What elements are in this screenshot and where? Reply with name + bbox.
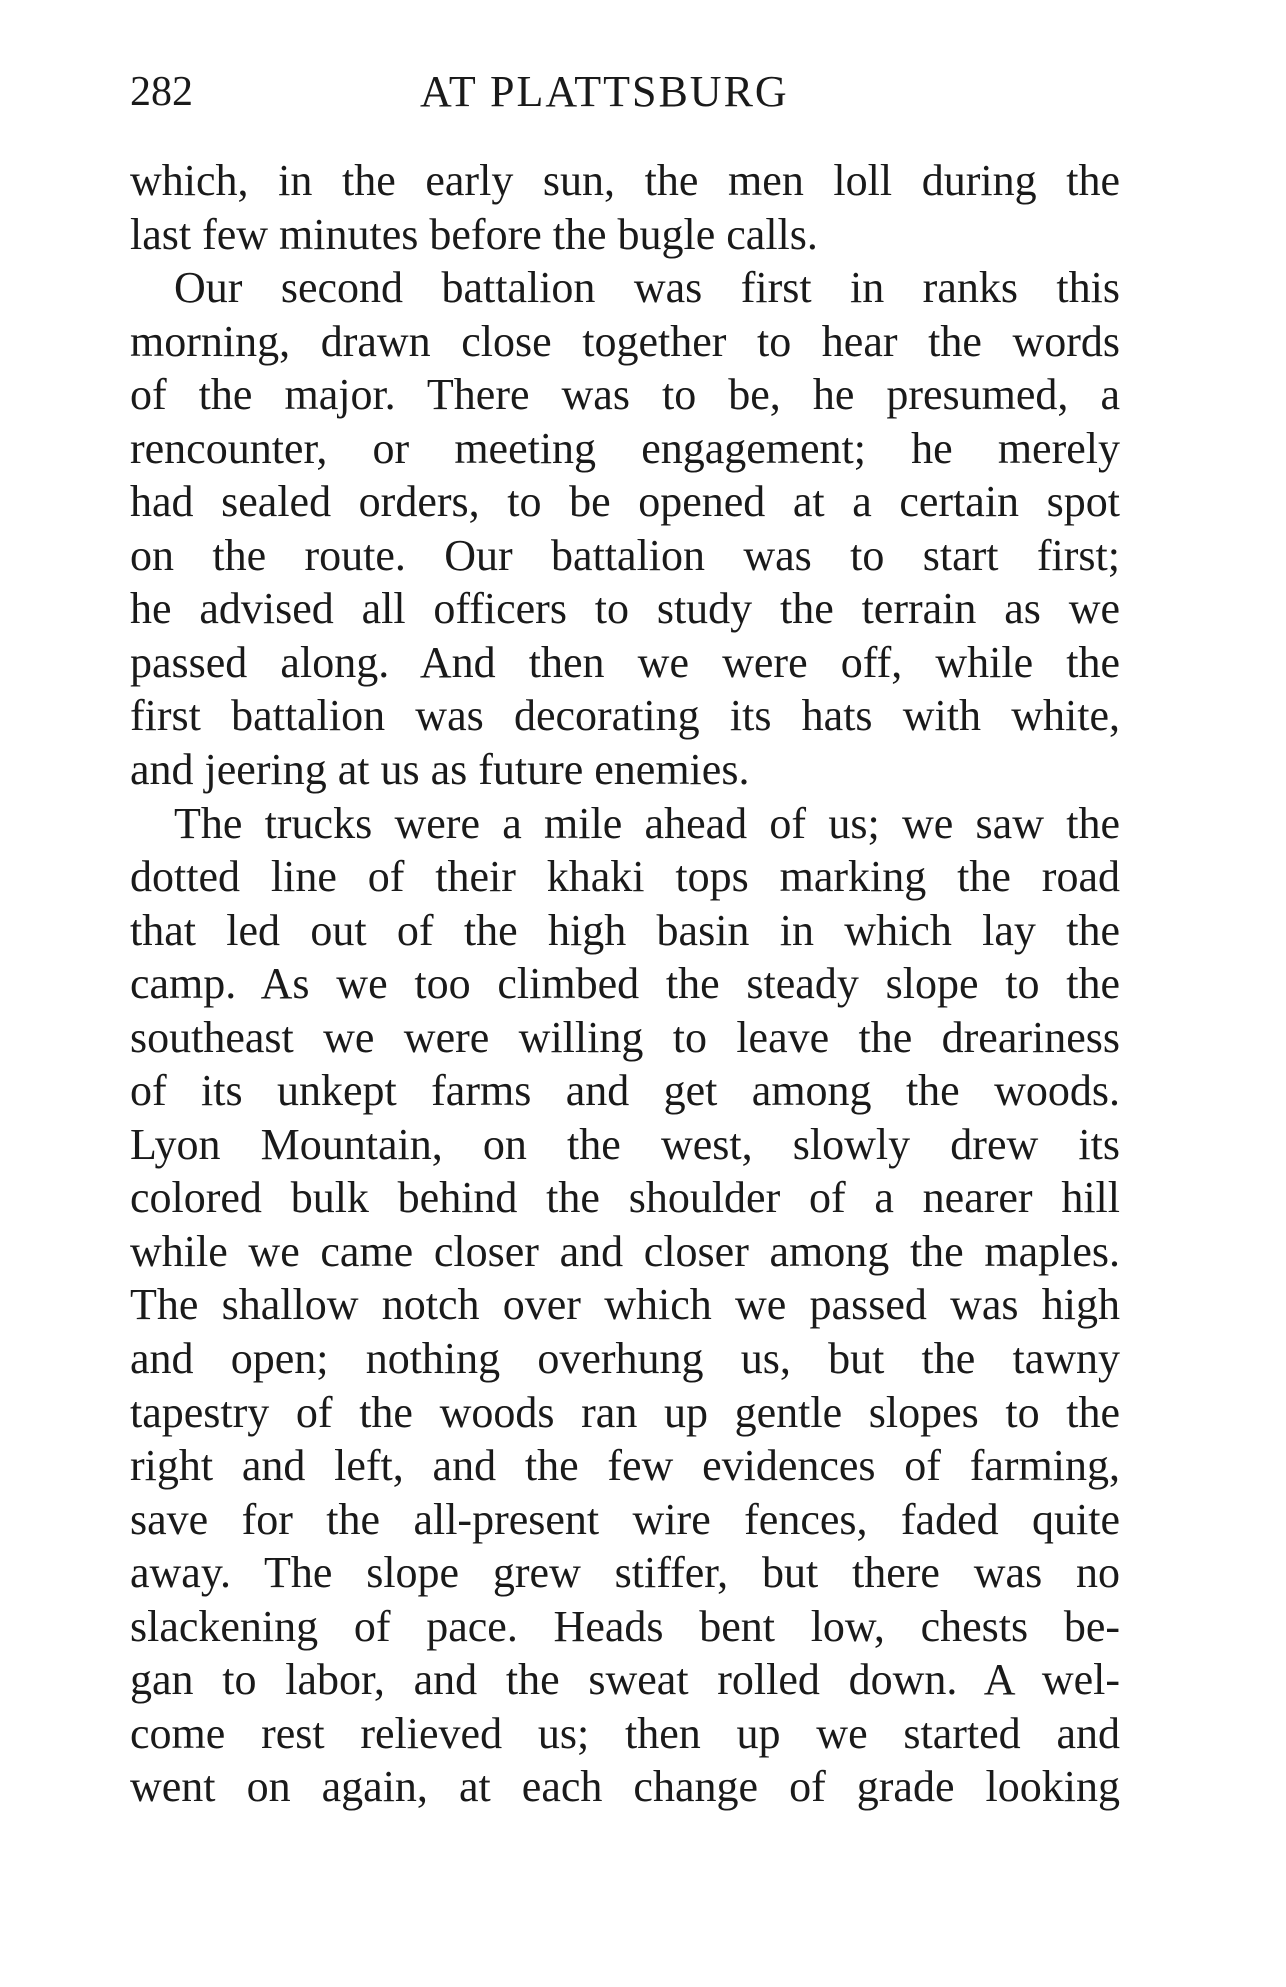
- text-line: on the route. Our battalion was to start first;: [130, 530, 1120, 580]
- text-line: away. The slope grew stiffer, but there was no: [130, 1548, 1120, 1598]
- body-text: [130, 154, 1120, 1814]
- text-line: he advised all officers to study the terrain as we: [130, 584, 1120, 634]
- text-line: come rest relieved us; then up we started and: [130, 1708, 1120, 1758]
- text-line: while we came closer and closer among the maples.: [130, 1226, 1120, 1276]
- text-line: first battalion was decorating its hats with white,: [130, 691, 1120, 741]
- text-line: gan to labor, and the sweat rolled down. A wel-: [130, 1655, 1120, 1705]
- text-line: slackening of pace. Heads bent low, chests be-: [130, 1601, 1120, 1651]
- text-line: went on again, at each change of grade looking: [130, 1762, 1120, 1812]
- text-line: right and left, and the few evidences of farming,: [130, 1441, 1120, 1491]
- page-header: [130, 62, 1120, 122]
- text-line: rencounter, or meeting engagement; he merely: [130, 423, 1120, 473]
- text-line: The trucks were a mile ahead of us; we saw the: [174, 798, 1120, 848]
- text-line: of the major. There was to be, he presumed, a: [130, 370, 1120, 420]
- text-line: that led out of the high basin in which lay the: [130, 905, 1120, 955]
- text-line: southeast we were willing to leave the dreariness: [130, 1012, 1120, 1062]
- text-line: last few minutes before the bugle calls.: [130, 209, 818, 259]
- text-line: colored bulk behind the shoulder of a nearer hill: [130, 1173, 1120, 1223]
- page-number: 282: [130, 69, 193, 115]
- text-line: Lyon Mountain, on the west, slowly drew its: [130, 1119, 1120, 1169]
- text-line: The shallow notch over which we passed was high: [130, 1280, 1120, 1330]
- text-line: save for the all-present wire fences, faded quite: [130, 1494, 1120, 1544]
- text-line: had sealed orders, to be opened at a certain spot: [130, 477, 1120, 527]
- text-line: of its unkept farms and get among the woods.: [130, 1066, 1120, 1116]
- text-line: dotted line of their khaki tops marking the road: [130, 852, 1120, 902]
- text-line: morning, drawn close together to hear the words: [130, 316, 1120, 366]
- text-line: which, in the early sun, the men loll during the: [130, 156, 1120, 205]
- running-head: AT PLATTSBURG: [420, 67, 789, 116]
- text-line: passed along. And then we were off, while the: [130, 637, 1120, 687]
- text-line: tapestry of the woods ran up gentle slopes to the: [130, 1387, 1120, 1437]
- text-line: Our second battalion was first in ranks this: [174, 263, 1120, 313]
- text-line: camp. As we too climbed the steady slope to the: [130, 959, 1120, 1009]
- text-line: and jeering at us as future enemies.: [130, 745, 750, 795]
- text-line: and open; nothing overhung us, but the tawny: [130, 1334, 1120, 1384]
